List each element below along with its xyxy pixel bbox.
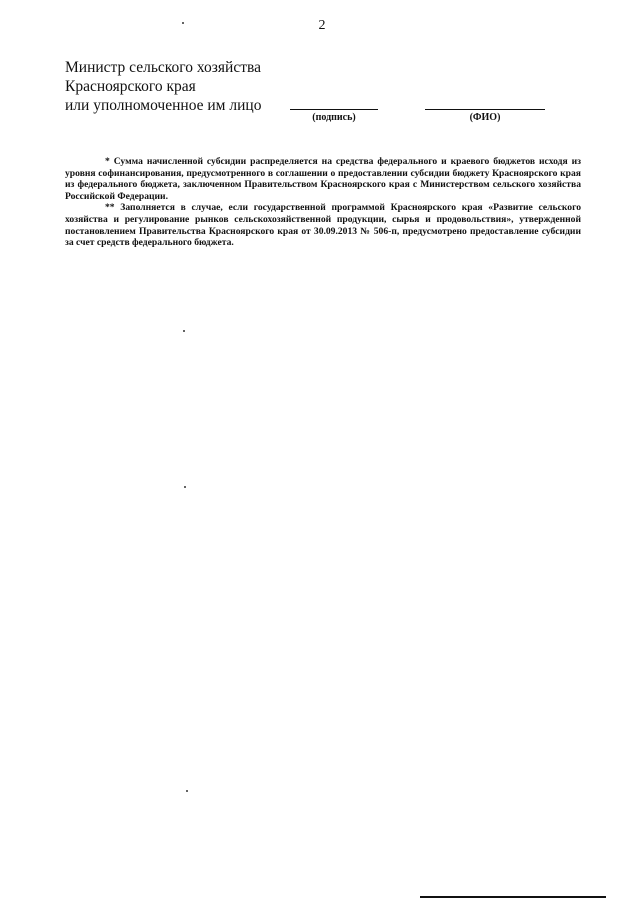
bottom-rule [420,896,606,898]
scan-speck [183,330,185,332]
name-line [425,109,545,110]
footnote-2: ** Заполняется в случае, если государственной программой Красноярского края «Развитие сельского хозяйства и регулирование рынков сельскохозяйственной продукции, сырья и продовольствия», утвержденной постановлением Правительства Красноярского края от 30.09.2013 № 506-п, предусмотрено предоставление субсидии за счет средств федерального бюджета. [65,202,581,249]
page-number: 2 [318,18,326,33]
signatory-line-2: Красноярского края [65,78,196,95]
footnotes [65,156,581,249]
signature-label: (подпись) [312,112,356,123]
signatory-line-3: или уполномоченное им лицо [65,97,262,114]
scan-speck [186,790,188,792]
signature-line [290,109,378,110]
footnote-1: * Сумма начисленной субсидии распределяется на средства федерального и краевого бюджетов исходя из уровня софинансирования, предусмотренного в соглашении о предоставлении субсидии бюджету Красноярского края из федерального бюджета, заключенном Правительством Красноярского края с Министерством сельского хозяйства Российской Федерации. [65,156,581,202]
signatory-line-1: Министр сельского хозяйства [65,59,261,76]
signatory-block [65,58,261,115]
scan-speck [182,22,184,24]
scan-speck [184,486,186,488]
name-label: (ФИО) [469,112,501,123]
